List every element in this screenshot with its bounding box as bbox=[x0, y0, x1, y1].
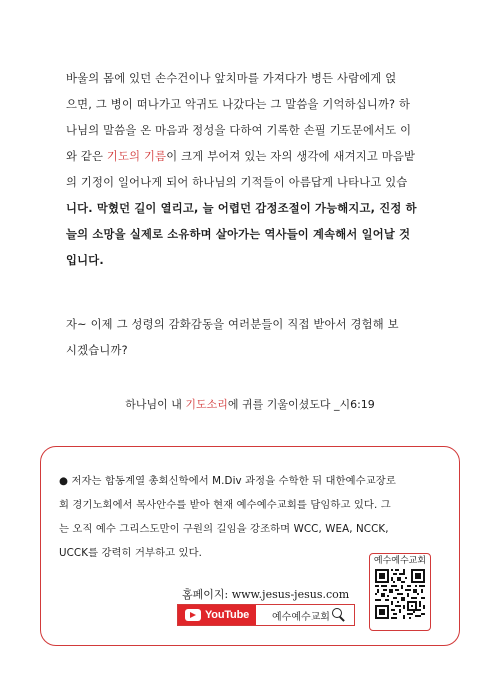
qr-label: 예수예수교회 bbox=[373, 556, 427, 566]
paragraph-line-rest: 이 크게 부어져 있는 자의 생각에 새겨지고 마음밭 bbox=[166, 150, 416, 163]
qr-code-box bbox=[369, 553, 431, 631]
scripture-quote bbox=[0, 395, 500, 415]
paragraph-line bbox=[66, 144, 440, 170]
homepage-line bbox=[182, 588, 349, 602]
paragraph-line: 바울의 몸에 있던 손수건이나 앞치마를 가져다가 병든 사람에게 얹 bbox=[66, 72, 397, 85]
homepage-label: 홈페이지: bbox=[182, 588, 232, 601]
paragraph-line: 자~ 이제 그 성령의 감화감동을 여러분들이 직접 받아서 경험해 보 bbox=[66, 318, 399, 331]
youtube-search-bar[interactable] bbox=[177, 604, 355, 626]
play-icon bbox=[185, 609, 201, 621]
bio-line: 는 오직 예수 그리스도만이 구원의 길임을 강조하며 WCC, WEA, NCCK, bbox=[59, 523, 389, 535]
author-bio bbox=[59, 469, 444, 565]
youtube-search-field[interactable] bbox=[256, 605, 354, 625]
paragraph-line: 의 기정이 일어나게 되어 하나님의 기적들이 아름답게 나타나고 있습 bbox=[66, 176, 408, 189]
homepage-url[interactable]: www.jesus-jesus.com bbox=[231, 588, 350, 601]
paragraph-line-bold: 늘의 소망을 실제로 소유하며 살아가는 역사들이 계속해서 일어날 것 bbox=[66, 228, 411, 241]
youtube-brand: YouTube bbox=[204, 609, 250, 621]
invitation-paragraph bbox=[66, 312, 440, 364]
main-paragraph bbox=[66, 66, 440, 274]
quote-text-before: 하나님이 내 bbox=[125, 398, 186, 411]
paragraph-line: 으면, 그 병이 떠나가고 악귀도 나갔다는 그 말씀을 기억하십니까? 하 bbox=[66, 98, 411, 111]
qr-code[interactable] bbox=[375, 569, 425, 619]
quote-text-after: 에 귀를 기울이셨도다 _시6:19 bbox=[227, 398, 375, 411]
paragraph-line: 시겠습니까? bbox=[66, 344, 128, 357]
quote-highlight: 기도소리 bbox=[185, 398, 228, 411]
paragraph-line: 나님의 말씀을 온 마음과 정성을 다하여 기록한 손필 기도문에서도 이 bbox=[66, 124, 412, 137]
paragraph-line-bold: 입니다. bbox=[66, 254, 104, 267]
bio-line: ● 저자는 합동계열 총회신학에서 M.Div 과정을 수학한 뒤 대한예수교장로 bbox=[59, 475, 396, 487]
youtube-logo bbox=[178, 605, 256, 625]
bio-line: UCCK를 강력히 거부하고 있다. bbox=[59, 547, 203, 559]
bio-line: 회 경기노회에서 목사안수를 받아 현재 예수예수교회를 담임하고 있다. 그 bbox=[59, 499, 391, 511]
paragraph-line-bold: 니다. 막혔던 길이 열리고, 늘 어렵던 감정조절이 가능해지고, 진정 하 bbox=[66, 202, 417, 215]
youtube-search-query: 예수예수교회 bbox=[272, 611, 330, 623]
highlighted-phrase: 기도의 기름 bbox=[106, 150, 167, 163]
search-icon[interactable] bbox=[332, 608, 346, 622]
paragraph-line-start: 와 같은 bbox=[66, 150, 107, 163]
